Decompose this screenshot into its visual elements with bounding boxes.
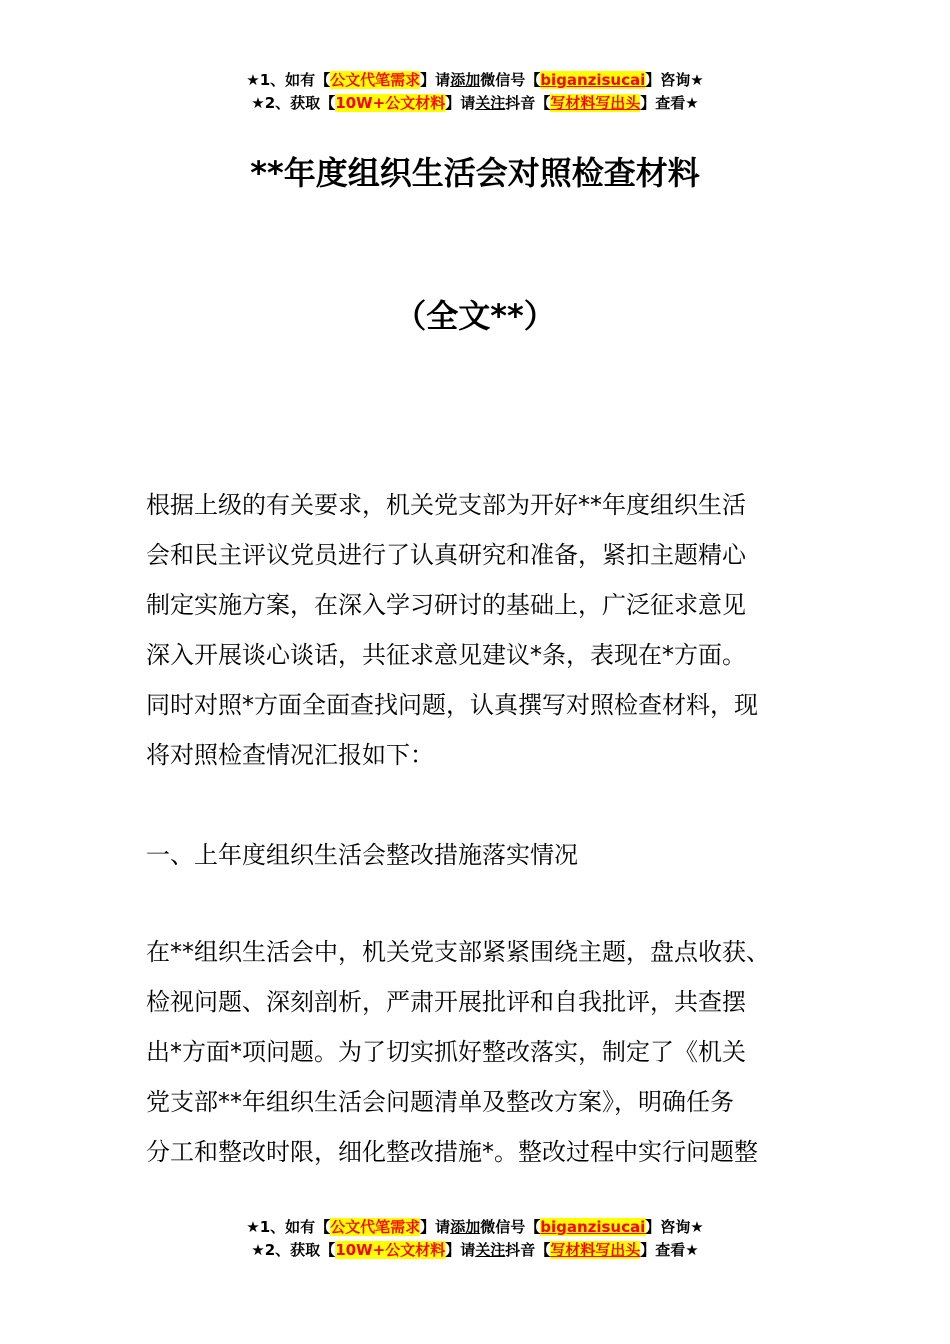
paragraph-line: 分工和整改时限，细化整改措施*。整改过程中实行问题整	[146, 1138, 758, 1166]
promo-text: 】查看★	[640, 1241, 699, 1259]
promo-line-1	[0, 69, 950, 92]
document-subtitle: （全文**）	[394, 297, 556, 335]
promo-text: 】查看★	[640, 94, 699, 112]
promo-text: 】请	[445, 1241, 476, 1259]
paragraph-line: 同时对照*方面全面查找问题，认真撰写对照检查材料，现	[146, 691, 758, 719]
promo-douyin-id: 写材料写出头	[550, 94, 641, 112]
promo-text: 抖音【	[505, 1241, 551, 1259]
promo-text: 】咨询★	[645, 71, 704, 89]
paragraph-line: 会和民主评议党员进行了认真研究和准备，紧扣主题精心	[146, 541, 746, 569]
promo-text: ★1、如有【	[246, 1218, 331, 1236]
promo-text: 】请	[420, 1218, 451, 1236]
promo-underlined: 关注	[475, 1241, 506, 1259]
promo-text: ★2、获取【	[251, 94, 336, 112]
promo-text: ★1、如有【	[246, 71, 331, 89]
promo-text: 】请	[445, 94, 476, 112]
paragraph-line: 根据上级的有关要求，机关党支部为开好**年度组织生活	[146, 491, 746, 519]
paragraph-line: 将对照检查情况汇报如下：	[146, 741, 434, 769]
promo-wechat-id: biganzisucai	[540, 1218, 646, 1236]
intro-paragraph	[146, 480, 826, 780]
promo-line-2	[0, 92, 950, 115]
promo-underlined: 关注	[475, 94, 506, 112]
promo-text: 微信号【	[480, 71, 541, 89]
paragraph-line: 制定实施方案，在深入学习研讨的基础上，广泛征求意见	[146, 591, 746, 619]
promo-text: 】请	[420, 71, 451, 89]
paragraph-line: 党支部**年组织生活会问题清单及整改方案》，明确任务	[146, 1088, 734, 1116]
promo-highlight: 公文代笔需求	[330, 71, 421, 89]
promo-highlight: 10W+公文材料	[335, 94, 446, 112]
promo-wechat-id: biganzisucai	[540, 71, 646, 89]
paragraph-line: 检视问题、深刻剖析，严肃开展批评和自我批评，共查摆	[146, 988, 746, 1016]
promo-underlined: 添加	[450, 71, 481, 89]
section-heading-1: 一、上年度组织生活会整改措施落实情况	[146, 841, 578, 869]
promo-text: 抖音【	[505, 94, 551, 112]
paragraph-line: 出*方面*项问题。为了切实抓好整改落实，制定了《机关	[146, 1038, 746, 1066]
section-1-paragraph	[146, 927, 826, 1177]
document-title: **年度组织生活会对照检查材料	[250, 154, 700, 192]
promo-highlight: 10W+公文材料	[335, 1241, 446, 1259]
paragraph-line: 深入开展谈心谈话，共征求意见建议*条，表现在*方面。	[146, 641, 746, 669]
promo-line-2	[0, 1239, 950, 1262]
promo-text: ★2、获取【	[251, 1241, 336, 1259]
promo-text: 】咨询★	[645, 1218, 704, 1236]
promo-douyin-id: 写材料写出头	[550, 1241, 641, 1259]
promo-banner-bottom	[0, 1216, 950, 1262]
promo-underlined: 添加	[450, 1218, 481, 1236]
paragraph-line: 在**组织生活会中，机关党支部紧紧围绕主题，盘点收获、	[146, 938, 770, 966]
promo-highlight: 公文代笔需求	[330, 1218, 421, 1236]
promo-banner-top	[0, 69, 950, 115]
promo-text: 微信号【	[480, 1218, 541, 1236]
promo-line-1	[0, 1216, 950, 1239]
